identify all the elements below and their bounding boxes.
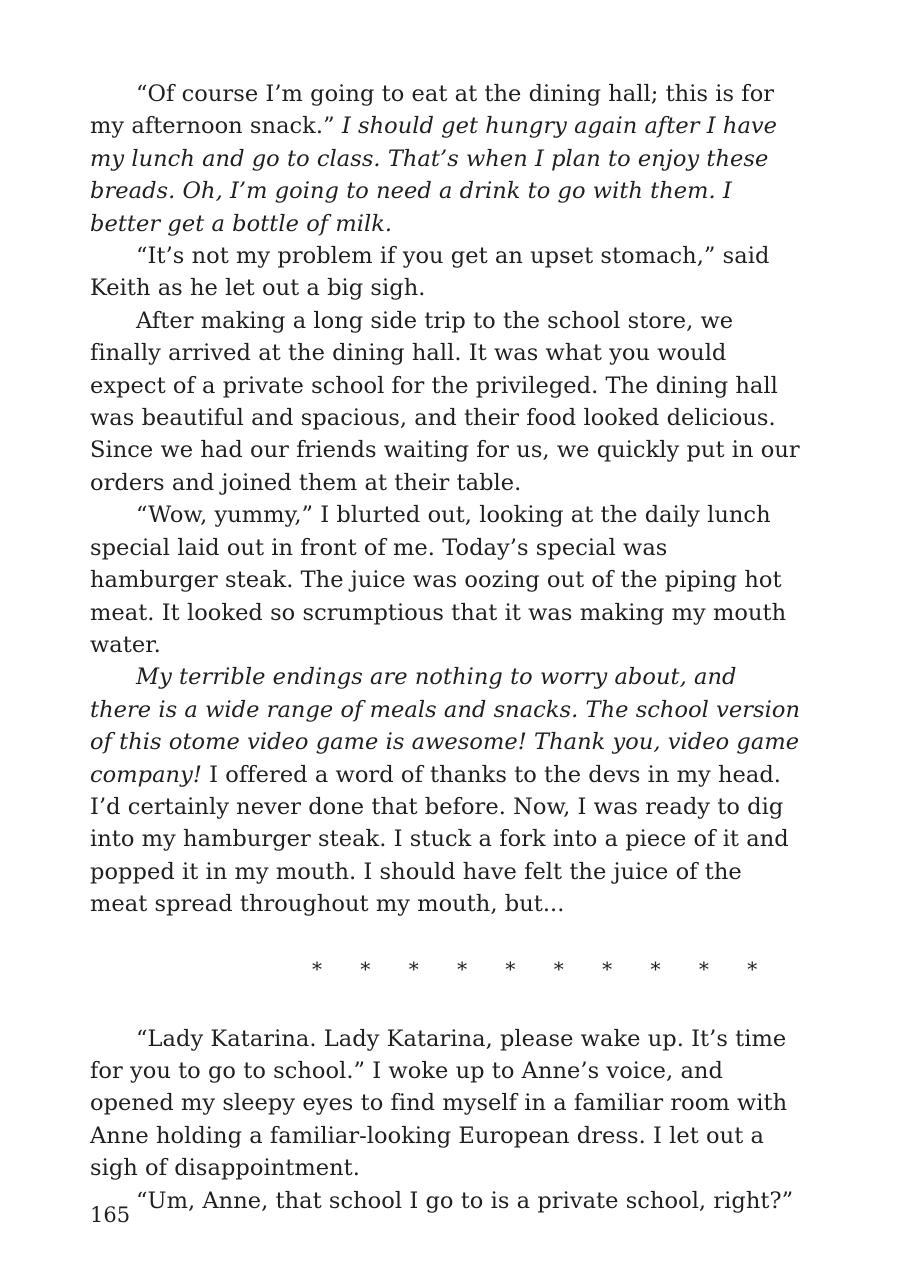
paragraph-2 [90, 240, 802, 305]
inner-thought-text: I should get hungry again after I have my lunch and go to class. That’s when I plan to enjoy these breads. Oh, I’m going to need a drink to go with them. I better get a bottle of milk. [90, 113, 778, 237]
paragraph-4 [90, 499, 802, 661]
paragraph-5 [90, 661, 802, 920]
paragraph-7 [90, 1185, 802, 1217]
page-body [90, 78, 802, 1217]
narration-text: I offered a word of thanks to the devs in my head. I’d certainly never done that before. Now, I was ready to dig into my hamburger steak. I stuck a fork into a piece of it and popped it in my mouth. I should have felt the juice of the meat spread throughout my mouth, but... [90, 761, 789, 918]
scene-break-separator: * * * * * * * * * * [312, 956, 774, 981]
page-number: 165 [90, 1203, 131, 1227]
paragraph-6 [90, 1023, 802, 1185]
dialogue-text: “Wow, yummy,” I blurted out, looking at the daily lunch special laid out in front of me. Today’s special was hamburger steak. The juice was oozing out of the piping hot meat. It looked so scrumptious that it was making my mouth water. [90, 502, 787, 658]
dialogue-text: “Um, Anne, that school I go to is a private school, right?” [136, 1187, 794, 1214]
dialogue-text: “Of course I’m going to eat at the dining hall; this is for my afternoon snack.” [90, 81, 775, 140]
inner-thought-text: My terrible endings are nothing to worry about, and there is a wide range of meals and snacks. The school version of this otome video game is awesome! Thank you, video game company! [90, 664, 801, 788]
dialogue-text: “Lady Katarina. Lady Katarina, please wake up. It’s time for you to go to school.” I woke up to Anne’s voice, and opened my sleepy eyes to find myself in a familiar room with Anne holding a familiar-looking European dress. I let out a sigh of disappointment. [90, 1025, 788, 1182]
paragraph-1 [90, 78, 802, 240]
dialogue-text: “It’s not my problem if you get an upset stomach,” said Keith as he let out a big sigh. [90, 243, 770, 302]
paragraph-3 [90, 305, 802, 499]
narration-text: After making a long side trip to the school store, we finally arrived at the dining hall. It was what you would expect of a private school for the privileged. The dining hall was beautiful and spacious, and their food looked delicious. Since we had our friends waiting for us, we quickly put in our orders and joined them at their table. [90, 307, 800, 496]
